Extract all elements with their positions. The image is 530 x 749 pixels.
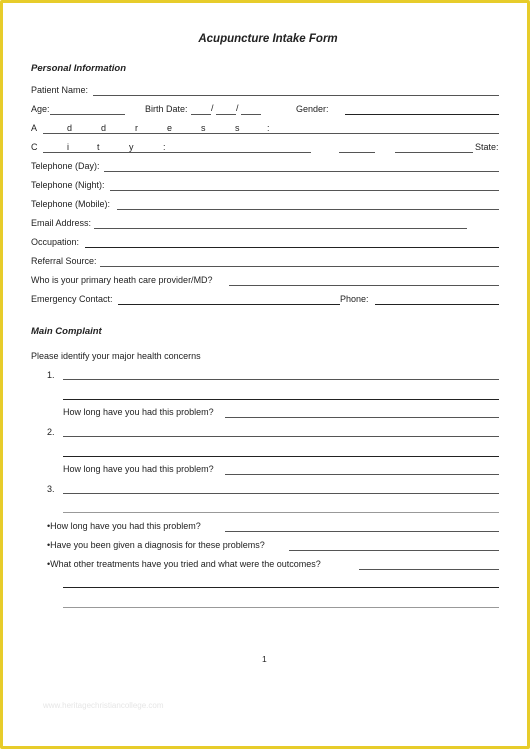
- telephone-night-label: Telephone (Night):: [31, 180, 105, 190]
- telephone-mobile-field[interactable]: [117, 209, 499, 210]
- city-label-letter: y: [129, 142, 134, 152]
- address-label-letter: e: [167, 123, 173, 133]
- city-label-letter: :: [163, 142, 166, 152]
- address-label-letter: s: [201, 123, 206, 133]
- age-label: Age:: [31, 104, 50, 114]
- address-label-letter: r: [135, 123, 138, 133]
- address-label-letter: A: [31, 123, 38, 133]
- watermark: www.heritagechristiancollege.com: [43, 701, 164, 710]
- primary-provider-label: Who is your primary heath care provider/MD?: [31, 275, 213, 285]
- zip-field[interactable]: [395, 152, 473, 153]
- treatments-field-line-2[interactable]: [63, 587, 499, 588]
- how-long-1-label: How long have you had this problem?: [63, 407, 214, 417]
- telephone-day-field[interactable]: [104, 171, 499, 172]
- birth-date-separator: /: [211, 103, 214, 113]
- treatments-field[interactable]: [359, 569, 499, 570]
- address-label-letter: d: [67, 123, 73, 133]
- concern-3-field-line-2[interactable]: [63, 512, 499, 513]
- page-number: 1: [262, 654, 267, 664]
- birth-date-separator: /: [236, 103, 239, 113]
- email-label: Email Address:: [31, 218, 92, 228]
- state-label: State:: [475, 142, 499, 152]
- state-short-field[interactable]: [339, 152, 375, 153]
- concern-2-field-line-2[interactable]: [63, 456, 499, 457]
- telephone-mobile-label: Telephone (Mobile):: [31, 199, 111, 209]
- primary-provider-field[interactable]: [229, 285, 499, 286]
- treatments-field-line-3[interactable]: [63, 607, 499, 608]
- emergency-contact-label: Emergency Contact:: [31, 294, 113, 304]
- form-title: Acupuncture Intake Form: [198, 33, 338, 45]
- emergency-contact-field[interactable]: [118, 304, 340, 305]
- gender-label: Gender:: [296, 104, 329, 114]
- referral-source-field[interactable]: [100, 266, 499, 267]
- concern-2-field[interactable]: [63, 436, 499, 437]
- city-field[interactable]: [43, 152, 311, 153]
- birth-year-field[interactable]: [241, 114, 261, 115]
- emergency-phone-field[interactable]: [375, 304, 499, 305]
- address-label-letter: :: [267, 123, 270, 133]
- occupation-label: Occupation:: [31, 237, 80, 247]
- address-label-letter: s: [235, 123, 240, 133]
- age-field[interactable]: [50, 114, 125, 115]
- address-field[interactable]: [43, 133, 499, 134]
- gender-field[interactable]: [345, 114, 499, 115]
- city-label-letter: C: [31, 142, 38, 152]
- birth-day-field[interactable]: [216, 114, 236, 115]
- city-label-letter: i: [67, 142, 69, 152]
- concern-number-1: 1.: [47, 370, 55, 380]
- how-long-1-field[interactable]: [225, 417, 499, 418]
- city-label-letter: t: [97, 142, 100, 152]
- how-long-2-field[interactable]: [225, 474, 499, 475]
- telephone-day-label: Telephone (Day):: [31, 161, 100, 171]
- birth-month-field[interactable]: [191, 114, 211, 115]
- patient-name-label: Patient Name:: [31, 85, 89, 95]
- main-complaint-heading: Main Complaint: [31, 326, 102, 337]
- concern-number-3: 3.: [47, 484, 55, 494]
- address-label-letter: d: [101, 123, 107, 133]
- patient-name-field[interactable]: [93, 95, 499, 96]
- treatments-question: •What other treatments have you tried and what were the outcomes?: [47, 559, 321, 569]
- telephone-night-field[interactable]: [110, 190, 499, 191]
- birth-date-label: Birth Date:: [145, 104, 188, 114]
- concern-1-field[interactable]: [63, 379, 499, 380]
- phone-label: Phone:: [340, 294, 369, 304]
- how-long-question: •How long have you had this problem?: [47, 521, 201, 531]
- personal-information-heading: Personal Information: [31, 63, 127, 74]
- how-long-3-field[interactable]: [225, 531, 499, 532]
- identify-concerns-prompt: Please identify your major health concerns: [31, 351, 201, 361]
- occupation-field[interactable]: [85, 247, 499, 248]
- how-long-2-label: How long have you had this problem?: [63, 464, 214, 474]
- concern-3-field[interactable]: [63, 493, 499, 494]
- concern-1-field-line-2[interactable]: [63, 399, 499, 400]
- referral-source-label: Referral Source:: [31, 256, 97, 266]
- diagnosis-field[interactable]: [289, 550, 499, 551]
- diagnosis-question: •Have you been given a diagnosis for these problems?: [47, 540, 265, 550]
- email-field[interactable]: [94, 228, 467, 229]
- concern-number-2: 2.: [47, 427, 55, 437]
